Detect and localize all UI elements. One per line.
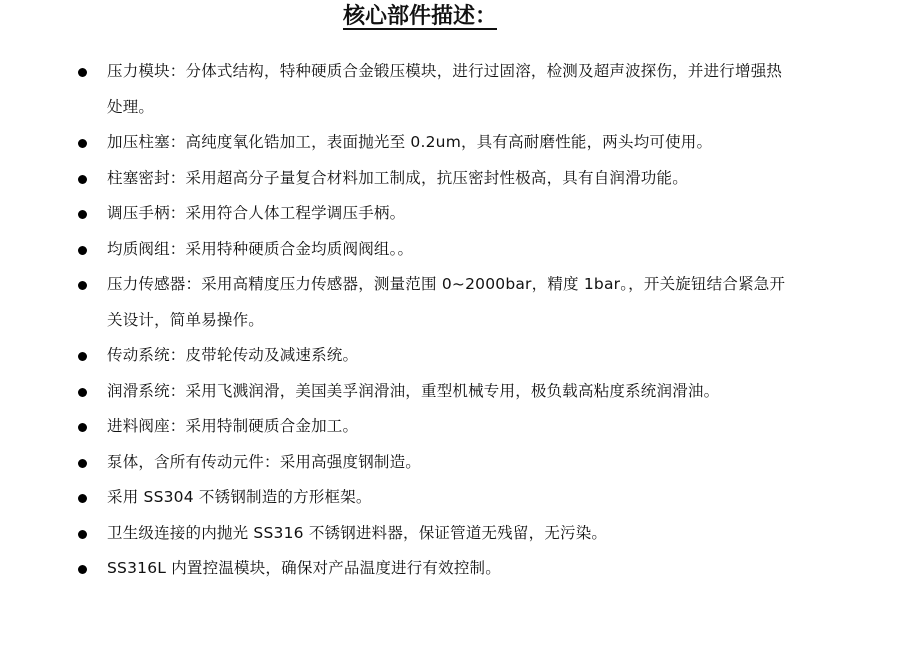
list-item: [0, 480, 797, 516]
list-item-text: 进料阀座：采用特制硬质合金加工。: [107, 417, 359, 435]
list-item-text: 润滑系统：采用飞溅润滑，美国美孚润滑油，重型机械专用，极负载高粘度系统润滑油。: [107, 381, 720, 400]
bullet-icon: [78, 68, 87, 77]
component-list: [0, 54, 900, 587]
bullet-icon: [78, 494, 87, 503]
list-item: [0, 409, 797, 445]
list-item-text: 柱塞密封：采用超高分子量复合材料加工制成，抗压密封性极高，具有自润滑功能。: [107, 168, 688, 187]
list-item: [0, 338, 797, 374]
bullet-icon: [78, 175, 87, 184]
bullet-icon: [78, 423, 87, 432]
bullet-icon: [78, 388, 87, 397]
list-item: [0, 196, 797, 232]
bullet-icon: [78, 352, 87, 361]
page-title: 核心部件描述：: [342, 4, 497, 29]
bullet-icon: [78, 246, 87, 255]
list-item-text: 采用 SS304 不锈钢制造的方形框架。: [107, 488, 372, 506]
list-item-text: 卫生级连接的内抛光 SS316 不锈钢进料器，保证管道无残留，无污染。: [107, 523, 608, 542]
bullet-icon: [78, 565, 87, 574]
bullet-icon: [78, 139, 87, 148]
list-item: [0, 445, 797, 481]
list-item: [0, 516, 797, 552]
bullet-icon: [78, 210, 87, 219]
list-item-text: 均质阀组：采用特种硬质合金均质阀阀组。。: [107, 239, 414, 258]
list-item-text: 传动系统：皮带轮传动及减速系统。: [107, 346, 359, 364]
list-item-text: 泵体，含所有传动元件：采用高强度钢制造。: [107, 452, 422, 471]
list-item: [0, 267, 797, 338]
list-item-text: 压力传感器：采用高精度压力传感器，测量范围 0~2000bar，精度 1bar。，开关旋钮结合紧急开关设计，简单易操作。: [107, 275, 786, 329]
list-item-text: 压力模块：分体式结构，特种硬质合金锻压模块，进行过固溶，检测及超声波探伤，并进行增强热处理。: [107, 62, 783, 116]
list-item-text: 加压柱塞：高纯度氧化锆加工，表面抛光至 0.2um，具有高耐磨性能，两头均可使用。: [107, 133, 713, 151]
list-item-text: 调压手柄：采用符合人体工程学调压手柄。: [107, 204, 406, 222]
list-item: [0, 232, 797, 268]
list-item: [0, 54, 797, 125]
bullet-icon: [78, 459, 87, 468]
bullet-icon: [78, 281, 87, 290]
list-item-text: SS316L 内置控温模块，确保对产品温度进行有效控制。: [107, 559, 501, 577]
list-item: [0, 161, 797, 197]
list-item: [0, 125, 797, 161]
list-item: [0, 374, 797, 410]
list-item: [0, 551, 797, 587]
bullet-icon: [78, 530, 87, 539]
